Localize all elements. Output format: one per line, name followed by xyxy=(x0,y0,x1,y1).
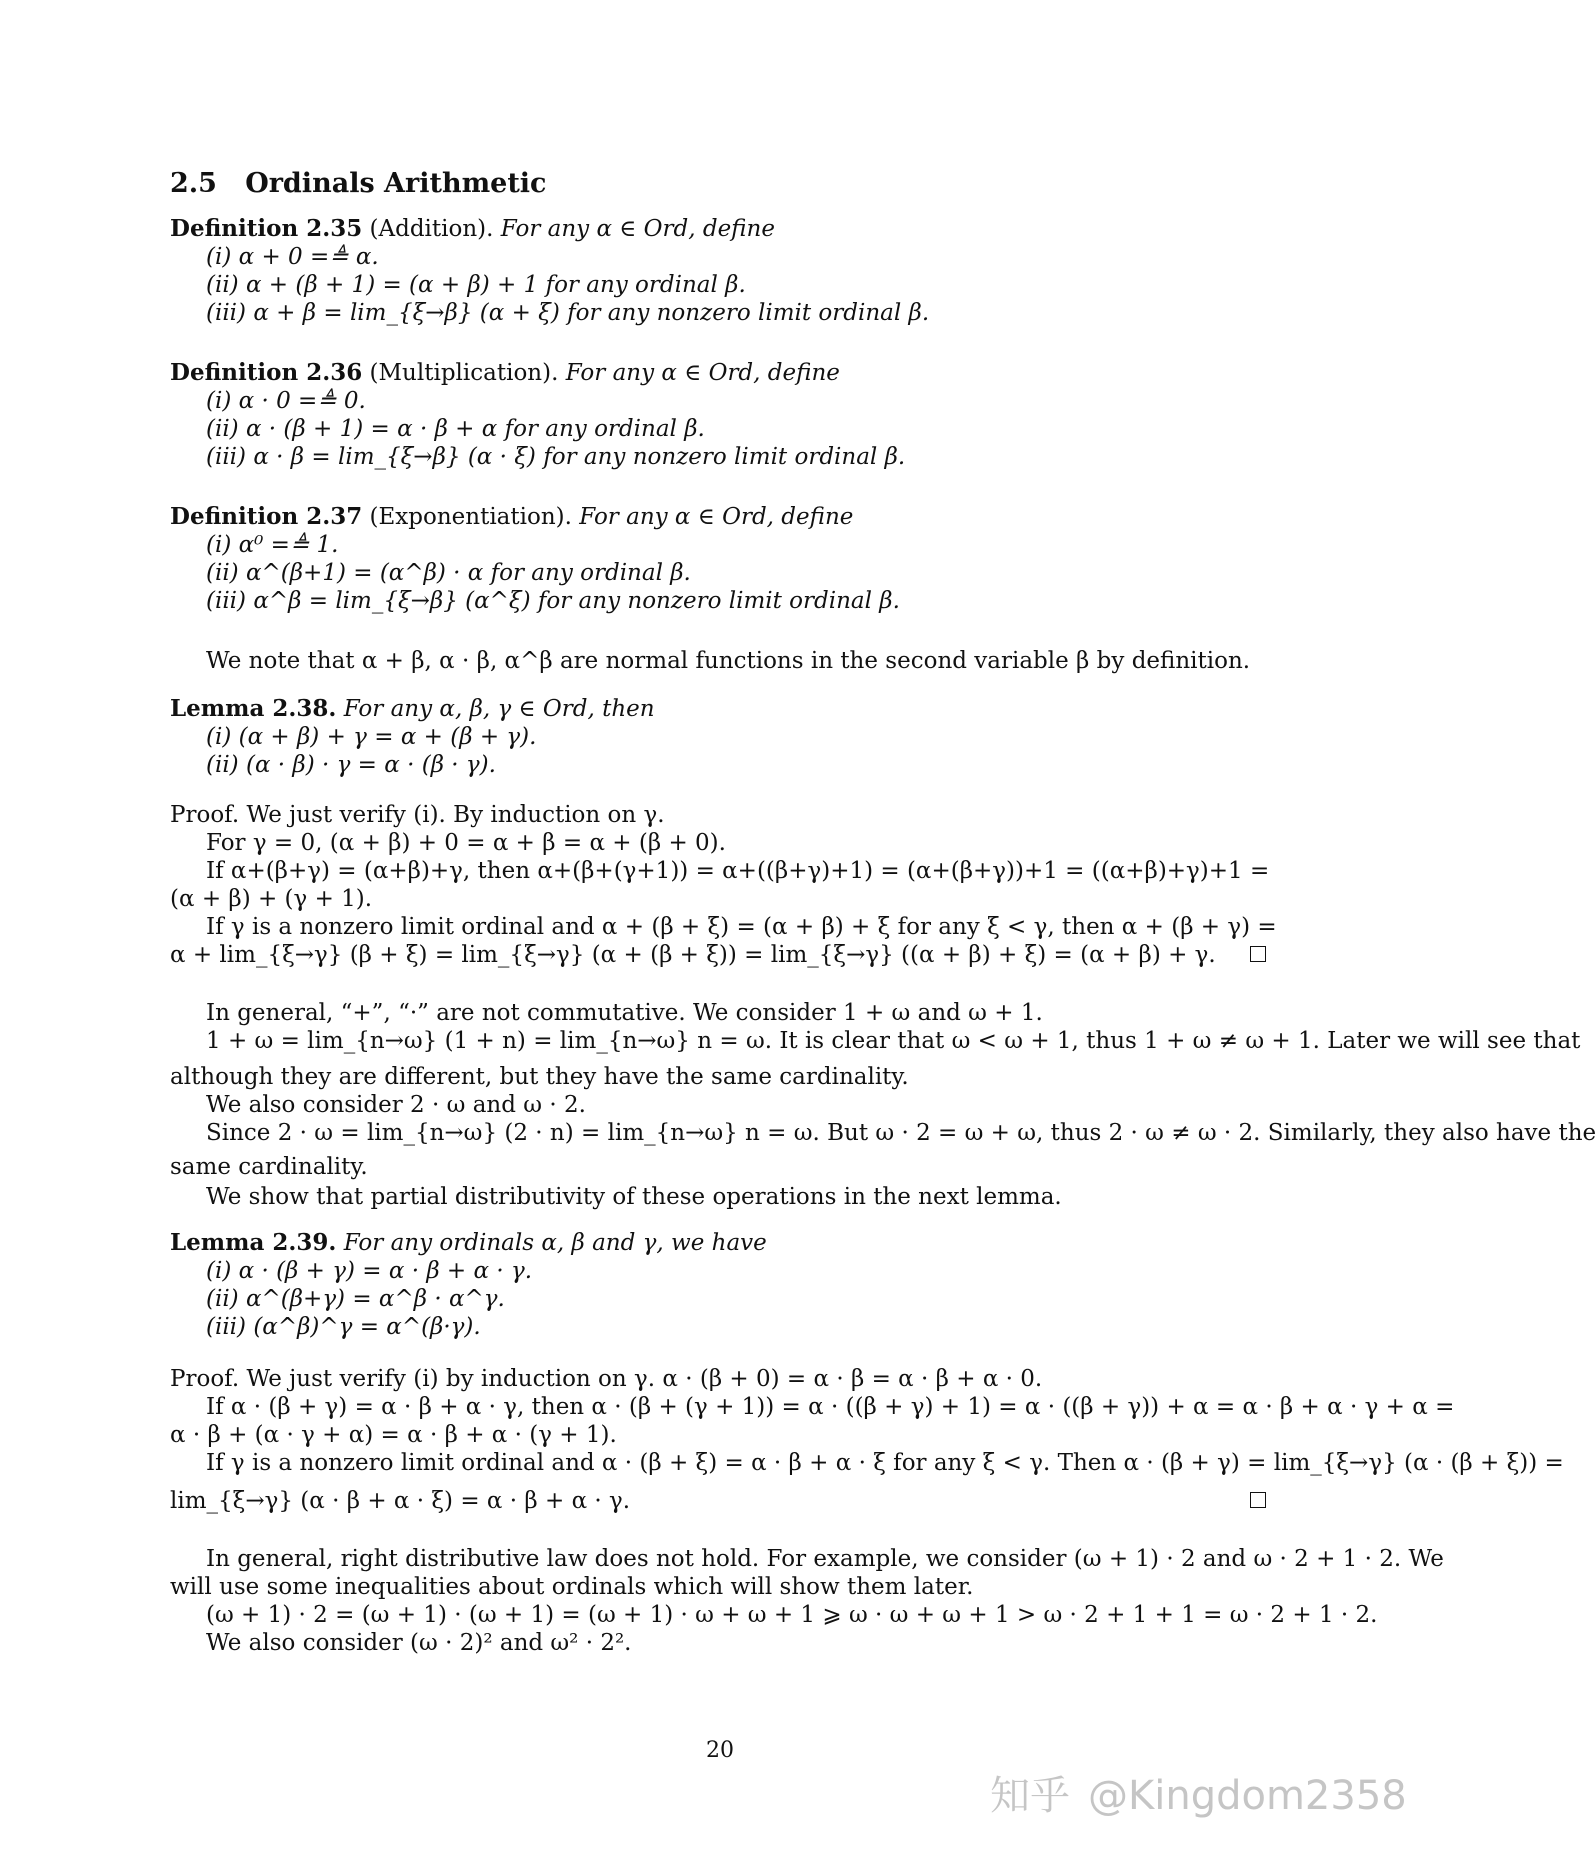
proof-2-38-line-5: If γ is a nonzero limit ordinal and α + (β + ξ) = (α + β) + ξ for any ξ < γ, then α + (β + γ) = xyxy=(206,914,1277,940)
closing-line-1: In general, right distributive law does not hold. For example, we consider (ω + 1) · 2 and ω · 2 + 1 · 2. We xyxy=(206,1546,1444,1572)
definition-2-35-item-iii: (iii) α + β = lim_{ξ→β} (α + ξ) for any nonzero limit ordinal β. xyxy=(206,300,930,326)
lemma-2-38-item-i: (i) (α + β) + γ = α + (β + γ). xyxy=(206,724,537,750)
definition-kind: (Addition). xyxy=(369,216,494,242)
lemma-2-39-heading xyxy=(170,1230,767,1256)
definition-2-37-item-iii: (iii) α^β = lim_{ξ→β} (α^ξ) for any nonzero limit ordinal β. xyxy=(206,588,900,614)
discussion-line-6: same cardinality. xyxy=(170,1154,368,1180)
discussion-line-3: although they are different, but they have the same cardinality. xyxy=(170,1064,909,1090)
definition-lead: For any α ∈ Ord, define xyxy=(565,360,840,386)
lemma-lead: For any ordinals α, β and γ, we have xyxy=(343,1230,767,1256)
section-number: 2.5 xyxy=(170,168,217,199)
closing-line-3: (ω + 1) · 2 = (ω + 1) · (ω + 1) = (ω + 1) · ω + ω + 1 ⩾ ω · ω + ω + 1 > ω · 2 + 1 + 1 = ω · 2 + 1 · 2. xyxy=(206,1602,1378,1628)
proof-2-38-line-3: If α+(β+γ) = (α+β)+γ, then α+(β+(γ+1)) = α+((β+γ)+1) = (α+(β+γ))+1 = ((α+β)+γ)+1 = xyxy=(206,858,1270,884)
definition-lead: For any α ∈ Ord, define xyxy=(500,216,775,242)
discussion-line-5: Since 2 · ω = lim_{n→ω} (2 · n) = lim_{n→ω} n = ω. But ω · 2 = ω + ω, thus 2 · ω ≠ ω · 2. Similarly, they also have the xyxy=(206,1120,1596,1146)
proof-2-39-line-2: If α · (β + γ) = α · β + α · γ, then α · (β + (γ + 1)) = α · ((β + γ) + 1) = α · ((β + γ)) + α = α · β + α · γ + α = xyxy=(206,1394,1455,1420)
page-number: 20 xyxy=(706,1738,734,1763)
lemma-2-38-item-ii: (ii) (α · β) · γ = α · (β · γ). xyxy=(206,752,496,778)
zhihu-logo-icon: 知乎 xyxy=(990,1773,1070,1819)
proof-2-38-line-2: For γ = 0, (α + β) + 0 = α + β = α + (β + 0). xyxy=(206,830,726,856)
lemma-2-39-item-i: (i) α · (β + γ) = α · β + α · γ. xyxy=(206,1258,533,1284)
definition-2-37-item-i: (i) α⁰ =≜ 1. xyxy=(206,532,339,558)
definition-2-36-item-iii: (iii) α · β = lim_{ξ→β} (α · ξ) for any nonzero limit ordinal β. xyxy=(206,444,906,470)
definition-2-35-heading xyxy=(170,216,775,242)
definition-2-36-item-ii: (ii) α · (β + 1) = α · β + α for any ordinal β. xyxy=(206,416,705,442)
closing-line-2: will use some inequalities about ordinals which will show them later. xyxy=(170,1574,974,1600)
definition-label: Definition 2.37 xyxy=(170,503,363,530)
normal-functions-note: We note that α + β, α · β, α^β are normal functions in the second variable β by definition. xyxy=(206,648,1251,674)
definition-2-35-item-i: (i) α + 0 =≜ α. xyxy=(206,244,379,270)
proof-2-39-line-3: α · β + (α · γ + α) = α · β + α · (γ + 1). xyxy=(170,1422,617,1448)
definition-2-36-item-i: (i) α · 0 =≜ 0. xyxy=(206,388,366,414)
lemma-lead: For any α, β, γ ∈ Ord, then xyxy=(343,696,655,722)
qed-square-icon xyxy=(1250,946,1266,962)
discussion-line-2: 1 + ω = lim_{n→ω} (1 + n) = lim_{n→ω} n = ω. It is clear that ω < ω + 1, thus 1 + ω ≠ ω + 1. Later we will see that xyxy=(206,1028,1581,1054)
proof-2-39-line-5: lim_{ξ→γ} (α · β + α · ξ) = α · β + α · γ. xyxy=(170,1488,631,1514)
section-heading xyxy=(170,168,547,199)
lemma-2-39-item-iii: (iii) (α^β)^γ = α^(β·γ). xyxy=(206,1314,481,1340)
definition-label: Definition 2.36 xyxy=(170,359,363,386)
proof-2-39-line-1: Proof. We just verify (i) by induction on γ. α · (β + 0) = α · β = α · β + α · 0. xyxy=(170,1366,1043,1392)
lemma-label: Lemma 2.38. xyxy=(170,695,337,722)
proof-2-38-line-1: Proof. We just verify (i). By induction on γ. xyxy=(170,802,665,828)
definition-label: Definition 2.35 xyxy=(170,215,363,242)
definition-2-36-heading xyxy=(170,360,840,386)
lemma-2-38-heading xyxy=(170,696,655,722)
discussion-line-7: We show that partial distributivity of these operations in the next lemma. xyxy=(206,1184,1062,1210)
zhihu-watermark xyxy=(990,1764,1407,1821)
closing-line-4: We also consider (ω · 2)² and ω² · 2². xyxy=(206,1630,632,1656)
watermark-handle: @Kingdom2358 xyxy=(1088,1773,1407,1819)
definition-lead: For any α ∈ Ord, define xyxy=(579,504,854,530)
definition-2-37-heading xyxy=(170,504,853,530)
lemma-label: Lemma 2.39. xyxy=(170,1229,337,1256)
proof-2-39-line-4: If γ is a nonzero limit ordinal and α · (β + ξ) = α · β + α · ξ for any ξ < γ. Then α · (β + γ) = lim_{ξ→γ} (α · (β + ξ)) = xyxy=(206,1450,1564,1476)
section-title: Ordinals Arithmetic xyxy=(245,168,547,199)
proof-2-38-line-4: (α + β) + (γ + 1). xyxy=(170,886,373,912)
discussion-line-4: We also consider 2 · ω and ω · 2. xyxy=(206,1092,586,1118)
definition-kind: (Multiplication). xyxy=(369,360,559,386)
lemma-2-39-item-ii: (ii) α^(β+γ) = α^β · α^γ. xyxy=(206,1286,505,1312)
discussion-line-1: In general, “+”, “·” are not commutative. We consider 1 + ω and ω + 1. xyxy=(206,1000,1043,1026)
definition-2-37-item-ii: (ii) α^(β+1) = (α^β) · α for any ordinal β. xyxy=(206,560,691,586)
definition-kind: (Exponentiation). xyxy=(369,504,572,530)
qed-square-icon xyxy=(1250,1492,1266,1508)
proof-2-38-line-6: α + lim_{ξ→γ} (β + ξ) = lim_{ξ→γ} (α + (β + ξ)) = lim_{ξ→γ} ((α + β) + ξ) = (α + β) + γ. xyxy=(170,942,1216,968)
definition-2-35-item-ii: (ii) α + (β + 1) = (α + β) + 1 for any ordinal β. xyxy=(206,272,746,298)
